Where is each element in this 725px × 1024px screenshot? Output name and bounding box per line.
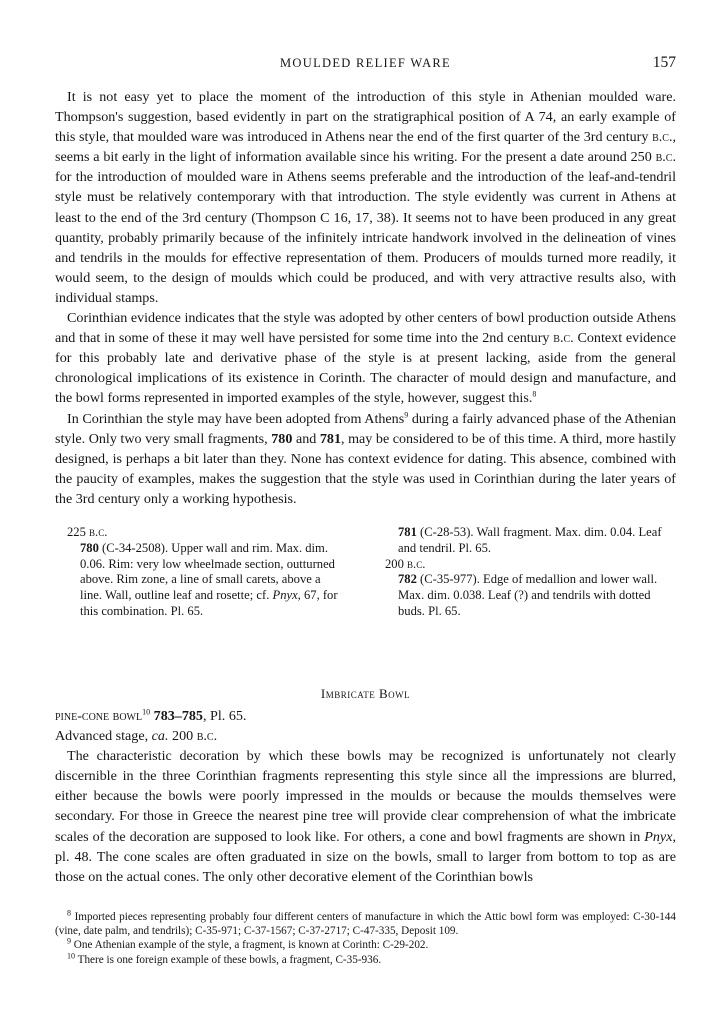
catalog-ref-781: 781	[319, 430, 342, 447]
paragraph-3: In Corinthian the style may have been adopted from Athens$^9$ during a fairly advanced phase of the Athenian style. Only two very small fragments, 780 and 781, may be considered to be of this time. A third, more hastily designed, is perhaps a bit later than they. None has context evidence for dating. This absence, combined with the paucity of examples, makes the suggestion that the style was used in Corinthian during the later years of the 3rd century only a working hypothesis.	[55, 409, 677, 507]
catalog-right-column	[385, 525, 675, 620]
catalog-entry-781: 781 (C-28-53). Wall fragment. Max. dim. 0.04. Leaf and tendril. Pl. 65.	[398, 525, 662, 555]
catalog-ref-780: 780	[271, 430, 293, 447]
footnotes	[55, 910, 676, 967]
footnote-ref-8[interactable]: 8	[532, 389, 537, 399]
paragraph-1: It is not easy yet to place the moment of the introduction of this style in Athenian moulded ware. Thompson's suggestion, based evidently in part on the stratigraphical position of A 74, an early example of this style, that moulded ware was introduced in Athens near the end of the first quarter of the 3rd century b.c., seems a bit early in the light of information available since his writing. For the present a date around 250 b.c. for the introduction of moulded ware in Athens seems preferable and the introduction of the leaf-and-tendril style must be relatively contemporary with that introduction. The style evidently was current in Athens at least to the end of the 3rd century (Thompson C 16, 17, 38). It seems not to have been produced in any great quantity, probably primarily because of the infinitely intricate handwork involved in the delineation of vines and tendrils in the moulds for effective representation of them. Producers of moulds turned more readily, it would seem, to the design of moulds which could be produced, and with very attractive results also, with individual stamps.	[55, 89, 676, 306]
footnote-9: $^9$ One Athenian example of the style, a fragment, is known at Corinth: C-29-202.	[67, 936, 429, 952]
stage-line: Advanced stage, ca. 200 b.c.	[55, 728, 218, 745]
catalog-date: 200 b.c.	[385, 556, 426, 571]
running-head: MOULDED RELIEF WARE	[280, 56, 451, 70]
era-abbrev: b.c.	[655, 149, 676, 166]
paragraph-2: Corinthian evidence indicates that the style was adopted by other centers of bowl production outside Athens and that in some of these it may well have persisted for some time into the 2nd century b.c. Context evidence for this probably late and derivative phase of the style is at present lacking, aside from the general chronological implications of its existence in Corinth. The character of mould design and manufacture, and the bowl forms represented in imported examples of the style, however, suggest this.$^8$	[55, 310, 676, 407]
footnote-ref-9[interactable]: 9	[404, 409, 409, 419]
footnote-8: $^8$ Imported pieces representing probably four different centers of manufacture in which the Attic bowl form was employed: C-30-144 (vine, date palm, and tendrils); C-35-971; C-37-1567; C-37-2717; C-47-335, Deposit 109.	[55, 908, 676, 938]
page-number: 157	[652, 54, 676, 71]
imbricate-section	[55, 706, 676, 887]
era-abbrev: b.c.	[553, 330, 574, 347]
catalog-left-column	[67, 525, 342, 620]
era-abbrev: b.c.	[652, 129, 673, 146]
page-header	[55, 56, 676, 76]
footnote-10: $^{10}$ There is one foreign example of these bowls, a fragment, C-35-936.	[67, 950, 382, 966]
catalog-date: 225 b.c.	[67, 525, 108, 539]
footnote-ref-10[interactable]: 10	[142, 707, 151, 717]
catalog-entry-782: 782 (C-35-977). Edge of medallion and lower wall. Max. dim. 0.038. Leaf (?) and tendrils with dotted buds. Pl. 65.	[398, 572, 658, 618]
catalog-entry-780: 780 (C-34-2508). Upper wall and rim. Max. dim. 0.06. Rim: very low wheelmade section, outturned above. Rim zone, a line of small carets, above a line. Wall, outline leaf and rosette; cf. Pnyx, 67, for this combination. Pl. 65.	[80, 540, 338, 618]
imbricate-paragraph: The characteristic decoration by which these bowls may be recognized is unfortunately not clearly discernible in the three Corinthian fragments representing this style since all the impressions are blurred, either because the bowls were poorly impressed in the moulds or because the moulds themselves were secondary. For those in Greece the nearest pine tree will provide clear comprehension of what the imbricate scales of the decoration are supposed to look like. For others, a cone and bowl fragments are shown in Pnyx, pl. 48. The cone scales are often graduated in size on the bowls, small to larger from bottom to top as are those on the actual cones. The only other decorative element of the Corinthian bowls	[55, 748, 676, 885]
body-text	[55, 87, 676, 509]
section-title: Imbricate Bowl	[320, 686, 411, 701]
pine-cone-heading: pine-cone bowl$^{10}$ 783–785, Pl. 65.	[55, 707, 247, 724]
